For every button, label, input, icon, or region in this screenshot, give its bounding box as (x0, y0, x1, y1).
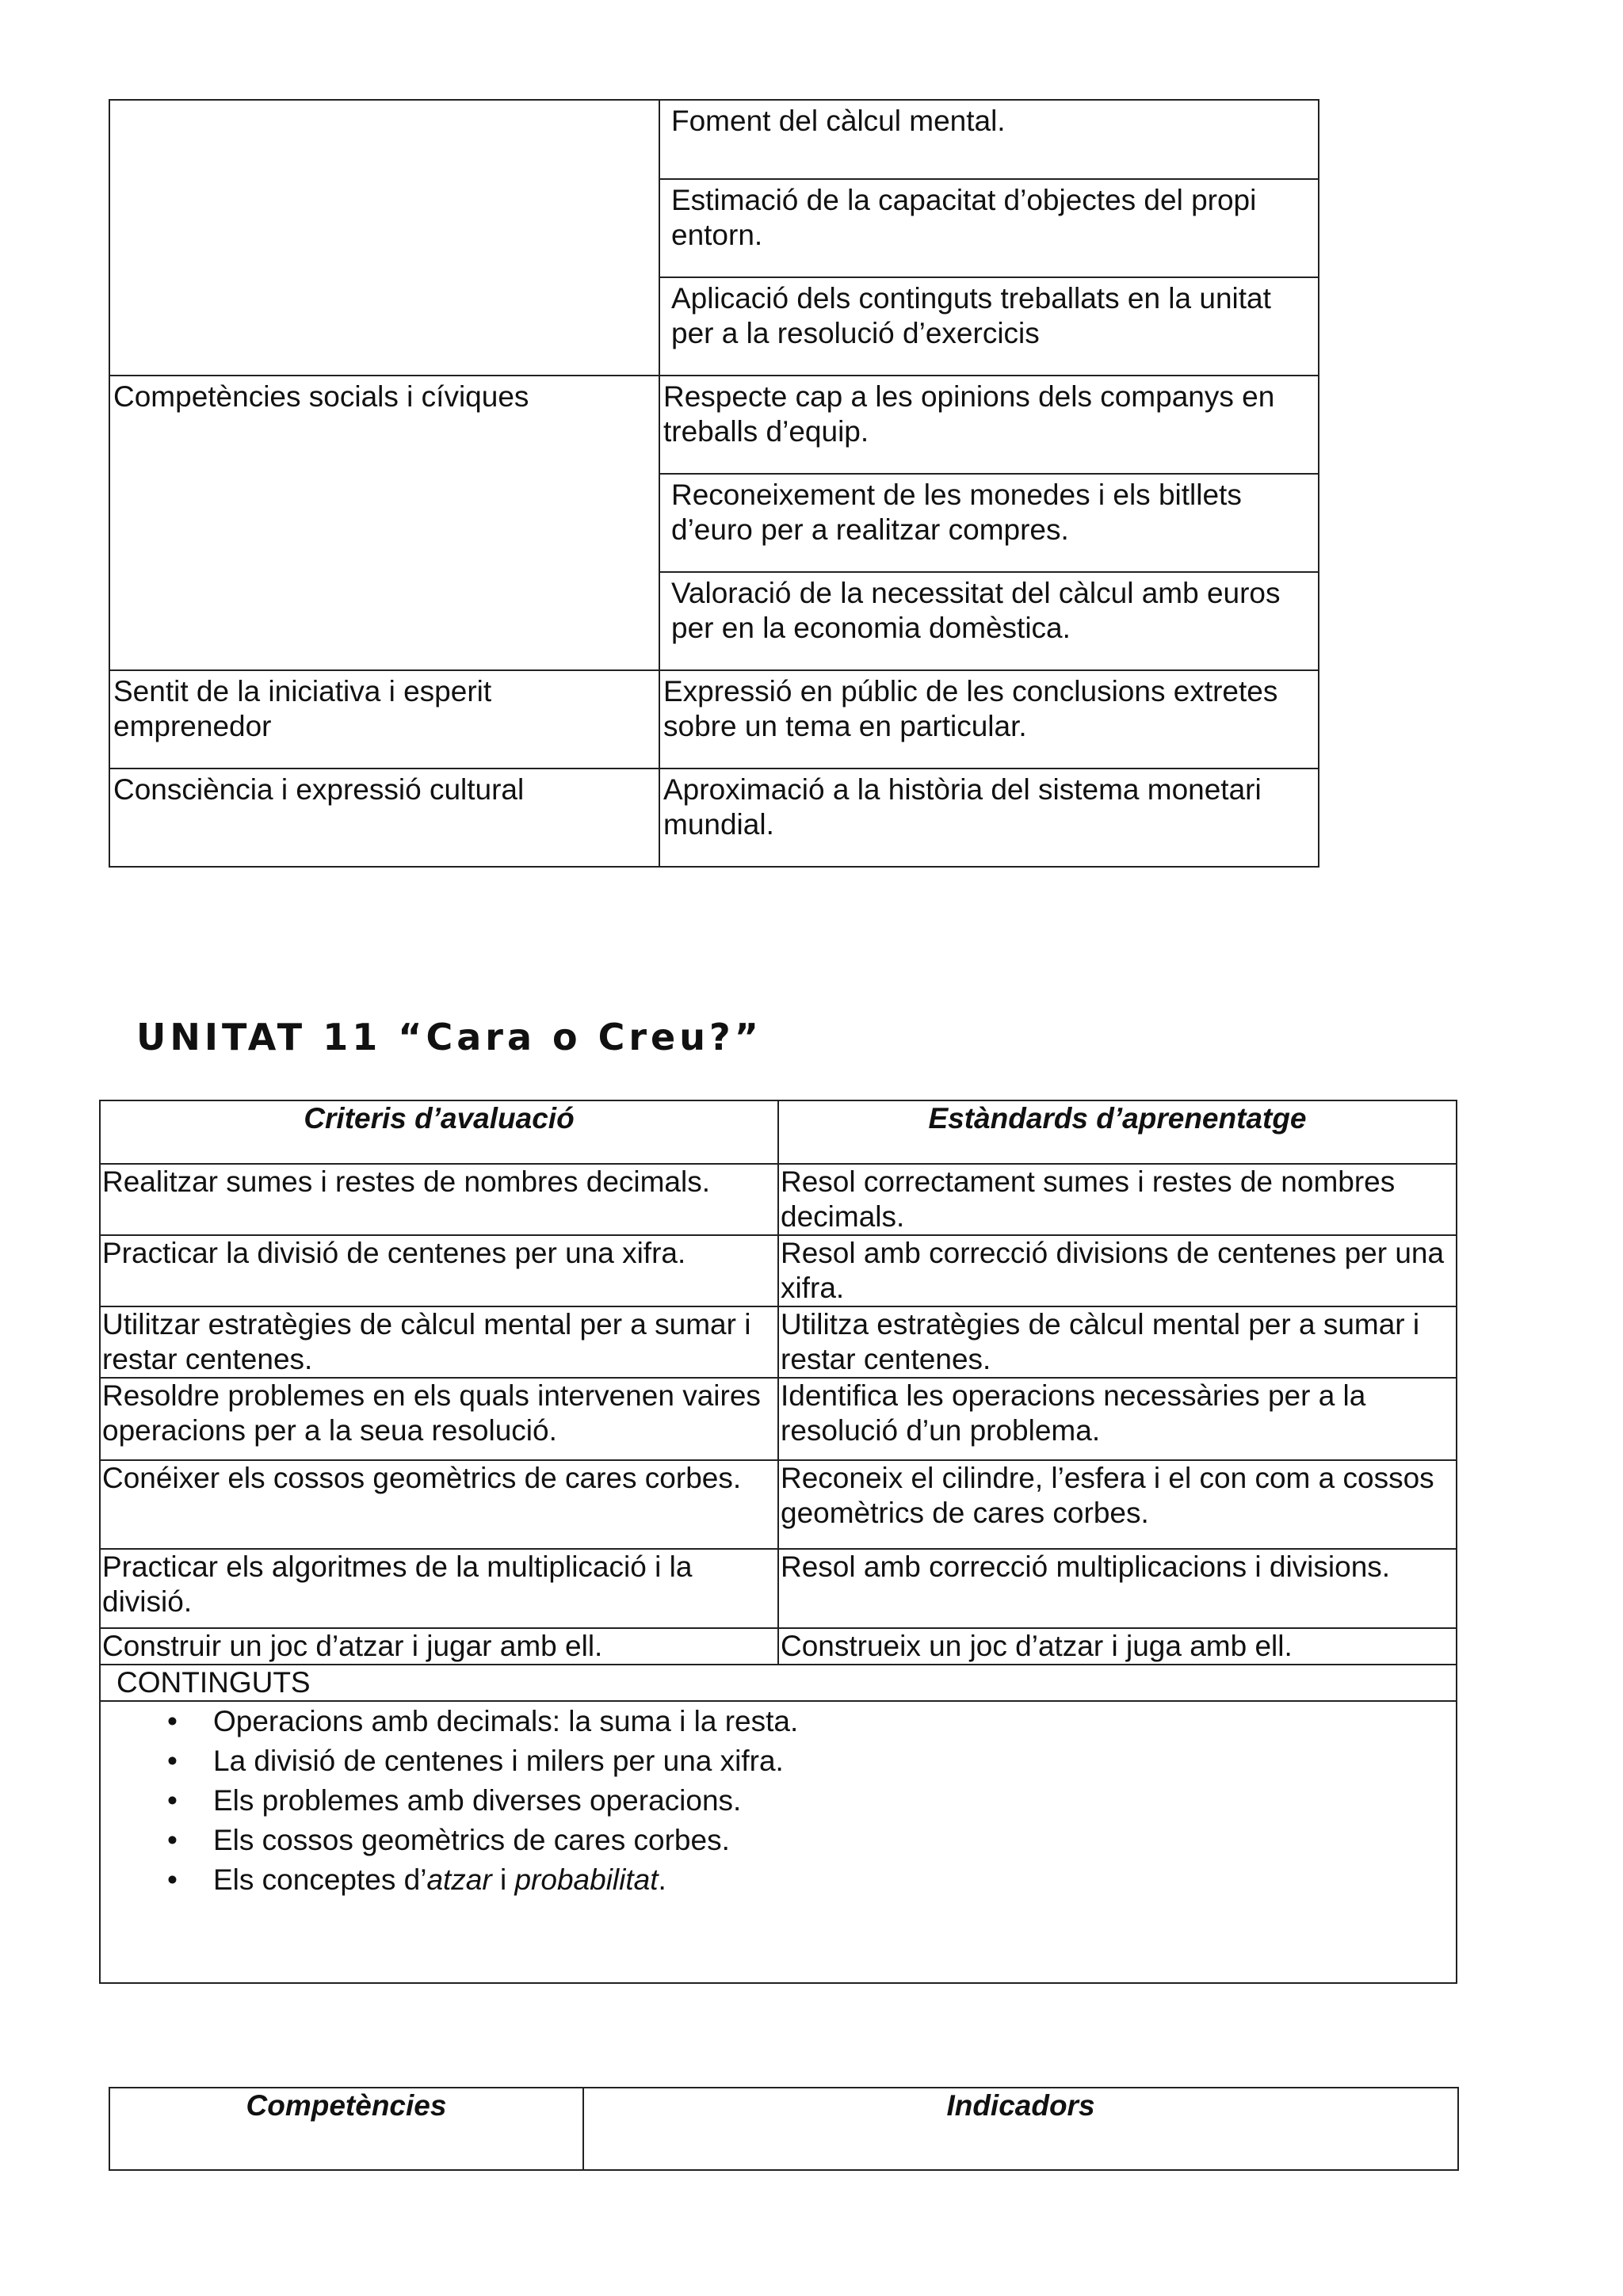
criteria-cell: Utilitzar estratègies de càlcul mental per a sumar i restar centenes. (100, 1306, 778, 1378)
bullet-icon: • (167, 1784, 178, 1817)
criteria-header: Criteris d’avaluació (100, 1100, 778, 1164)
competencies-table-new (109, 2087, 1459, 2171)
competency-cell: Competències socials i cíviques (109, 376, 659, 670)
standard-cell: Identifica les operacions necessàries per a la resolució d’un problema. (778, 1378, 1457, 1460)
list-item-text: La divisió de centenes i milers per una xifra. (213, 1745, 784, 1777)
bullet-icon: • (167, 1863, 178, 1896)
standard-cell: Utilitza estratègies de càlcul mental per a sumar i restar centenes. (778, 1306, 1457, 1378)
criteria-standards-table (99, 1100, 1457, 1984)
list-item-text: i (491, 1863, 515, 1896)
list-item-text: Els problemes amb diverses operacions. (213, 1784, 742, 1817)
unit-heading: UNITAT 11 “Cara o Creu?” (136, 1016, 762, 1058)
criteria-cell: Practicar la divisió de centenes per una xifra. (100, 1235, 778, 1306)
list-item-text: Operacions amb decimals: la suma i la resta. (213, 1705, 799, 1737)
standard-cell: Resol correctament sumes i restes de nombres decimals. (778, 1164, 1457, 1235)
standard-cell: Resol amb correcció multiplicacions i divisions. (778, 1549, 1457, 1628)
indicator-cell: Expressió en públic de les conclusions extretes sobre un tema en particular. (659, 670, 1319, 769)
criteria-cell: Realitzar sumes i restes de nombres decimals. (100, 1164, 778, 1235)
standard-cell: Reconeix el cilindre, l’esfera i el con com a cossos geomètrics de cares corbes. (778, 1460, 1457, 1549)
list-item (167, 1860, 1454, 1900)
continguts-cell (100, 1701, 1457, 1983)
bullet-icon: • (167, 1705, 178, 1737)
competencies-header: Competències (109, 2088, 583, 2170)
indicator-cell: Aproximació a la història del sistema monetari mundial. (659, 769, 1319, 867)
list-item (167, 1741, 1454, 1781)
list-item-text: Els cossos geomètrics de cares corbes. (213, 1824, 730, 1856)
competency-cell: Consciència i expressió cultural (109, 769, 659, 867)
competency-cell (109, 100, 659, 376)
list-item-text: Els conceptes d’ (213, 1863, 427, 1896)
indicator-cell: Reconeixement de les monedes i els bitllets d’euro per a realitzar compres. (659, 474, 1319, 572)
list-item-emphasis: probabilitat (514, 1863, 659, 1896)
list-item (167, 1821, 1454, 1860)
standard-cell: Resol amb correcció divisions de centenes per una xifra. (778, 1235, 1457, 1306)
continguts-label: CONTINGUTS (100, 1665, 1457, 1701)
list-item (167, 1781, 1454, 1821)
criteria-cell: Conéixer els cossos geomètrics de cares corbes. (100, 1460, 778, 1549)
criteria-cell: Resoldre problemes en els quals intervenen vaires operacions per a la seua resolució. (100, 1378, 778, 1460)
competencies-table-continued (109, 99, 1319, 868)
bullet-icon: • (167, 1745, 178, 1777)
continguts-list (102, 1702, 1454, 1900)
list-item-emphasis: atzar (426, 1863, 492, 1896)
standards-header: Estàndards d’aprenentatge (778, 1100, 1457, 1164)
indicator-cell: Foment del càlcul mental. (659, 100, 1319, 179)
criteria-cell: Practicar els algoritmes de la multiplicació i la divisió. (100, 1549, 778, 1628)
competency-cell: Sentit de la iniciativa i esperit emprenedor (109, 670, 659, 769)
criteria-cell: Construir un joc d’atzar i jugar amb ell. (100, 1628, 778, 1665)
list-item (167, 1702, 1454, 1741)
indicators-header: Indicadors (583, 2088, 1458, 2170)
standard-cell: Construeix un joc d’atzar i juga amb ell. (778, 1628, 1457, 1665)
list-item-text: . (658, 1863, 666, 1896)
indicator-cell: Aplicació dels continguts treballats en la unitat per a la resolució d’exercicis (659, 277, 1319, 376)
indicator-cell: Valoració de la necessitat del càlcul amb euros per en la economia domèstica. (659, 572, 1319, 670)
indicator-cell: Respecte cap a les opinions dels companys en treballs d’equip. (659, 376, 1319, 474)
bullet-icon: • (167, 1824, 178, 1856)
indicator-cell: Estimació de la capacitat d’objectes del propi entorn. (659, 179, 1319, 277)
